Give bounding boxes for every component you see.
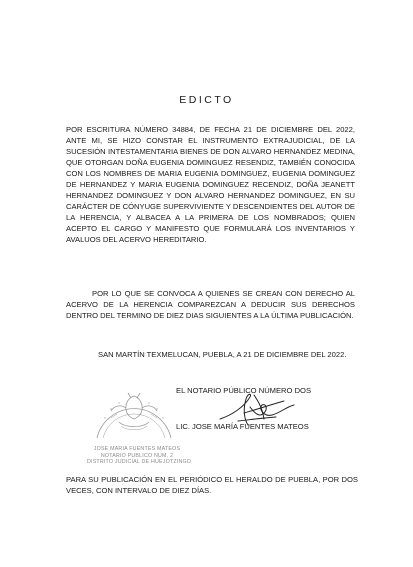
place-date-line: SAN MARTÍN TEXMELUCAN, PUEBLA, A 21 DE DICIEMBRE DEL 2022. bbox=[98, 350, 347, 359]
seal-caption bbox=[87, 446, 192, 466]
publication-note: PARA SU PUBLICACIÓN EN EL PERIÓDICO EL HERALDO DE PUEBLA, POR DOS VECES, CON INTERVALO DE DIEZ DÍAS. bbox=[66, 475, 358, 495]
document-title: EDICTO bbox=[179, 94, 234, 106]
notary-name: LIC. JOSE MARÍA FUENTES MATEOS bbox=[176, 422, 309, 431]
notary-title: EL NOTARIO PÚBLICO NÚMERO DOS bbox=[176, 386, 312, 395]
seal-line: JOSE MARIA FUENTES MATEOS bbox=[93, 446, 181, 452]
seal-line: DISTRITO JUDICIAL DE HUEJOTZINGO bbox=[87, 459, 192, 465]
notary-seal-icon bbox=[91, 378, 177, 450]
seal-line: NOTARIO PUBLICO NUM. 2 bbox=[100, 452, 174, 459]
paragraph-deed: POR ESCRITURA NÚMERO 34884, DE FECHA 21 DE DICIEMBRE DEL 2022, ANTE MI, SE HIZO CONSTAR EL INSTRUMENTO EXTRAJUDICIAL, DE LA SUCESIÓN INTESTAMENTARIA BIENES DE DON ALVARO HERNANDEZ MEDINA, QUE OTORGAN DOÑA EUGENIA DOMINGUEZ RESENDIZ, TAMBIÉN CONOCIDA CON LOS NOMBRES DE MARIA EUGENIA DOMINGUEZ, EUGENIA DOMINGUEZ DE HERNANDEZ Y MARIA EUGENIA DOMINGUEZ RECENDIZ, DOÑA JEANETT HERNANDEZ DOMINGUEZ Y DON ALVARO HERNANDEZ DOMINGUEZ, EN SU CARÁCTER DE CÓNYUGE SUPERVIVIENTE Y DESCENDIENTES DEL AUTOR DE LA HERENCIA, Y ALBACEA A LA PRIMERA DE LOS NOMBRADOS; QUIEN ACEPTO EL CARGO Y MANIFESTO QUE FORMULARÁ LOS INVENTARIOS Y AVALUOS DEL ACERVO HEREDITARIO. bbox=[66, 125, 355, 244]
paragraph-convocation: POR LO QUE SE CONVOCA A QUIENES SE CREAN CON DERECHO AL ACERVO DE LA HERENCIA COMPAREZCAN A DEDUCIR SUS DERECHOS DENTRO DEL TERMINO DE DIEZ DIAS SIGUIENTES A LA ÚLTIMA PUBLICACIÓN. bbox=[66, 289, 355, 320]
